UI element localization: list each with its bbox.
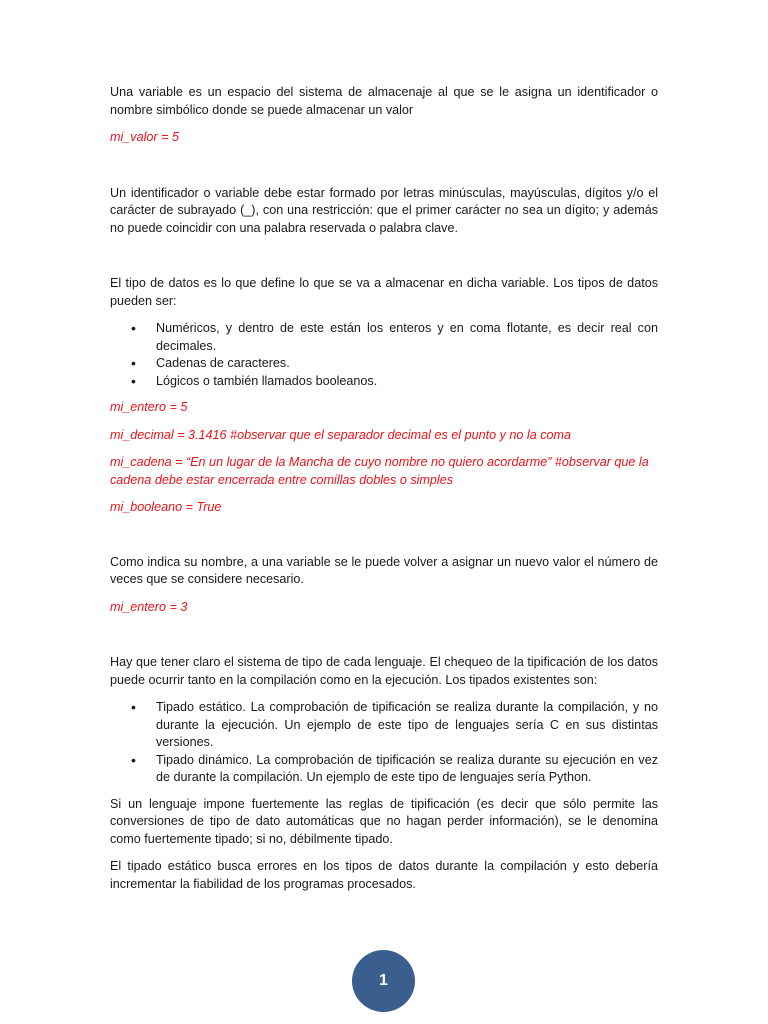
data-types-list [110,320,658,390]
document-page [110,84,658,893]
list-item: • Numéricos, y dentro de este están los enteros y en coma flotante, es decir real con decimales. [110,320,658,355]
code-example-cadena: mi_cadena = “En un lugar de la Mancha de cuyo nombre no quiero acordarme” #observar que la cadena debe estar encerrada entre comillas dobles o simples [110,455,649,487]
intro-paragraph: Una variable es un espacio del sistema de almacenaje al que se le asigna un identificador o nombre simbólico donde se puede almacenar un valor [110,85,658,117]
typing-paragraph: Hay que tener claro el sistema de tipo de cada lenguaje. El chequeo de la tipificación de los datos puede ocurrir tanto en la compilación como en la ejecución. Los tipados existentes son: [110,655,658,687]
identifier-paragraph: Un identificador o variable debe estar formado por letras minúsculas, mayúsculas, dígitos y/o el carácter de subrayado (_), con una restricción: que el primer carácter no sea un dígito; y además no puede coincidir con una palabra reservada o palabra clave. [110,185,658,235]
strong-typing-paragraph: Si un lenguaje impone fuertemente las reglas de tipificación (es decir que sólo permite las conversiones de tipo de dato automáticas que no hagan perder información), se le denomina como fuertemente tipado; si no, débilmente tipado. [110,796,658,846]
code-example-entero: mi_entero = 5 [110,400,188,414]
code-example-decimal: mi_decimal = 3.1416 #observar que el separador decimal es el punto y no la coma [110,427,571,442]
static-typing-paragraph: El tipado estático busca errores en los tipos de datos durante la compilación y esto debería incrementar la fiabilidad de los programas procesados. [110,859,658,891]
code-example-booleano: mi_booleano = True [110,500,222,514]
code-example-entero-reassign: mi_entero = 3 [110,599,188,614]
typing-list [110,699,658,787]
list-item: • Lógicos o también llamados booleanos. [110,373,658,391]
list-item: • Tipado dinámico. La comprobación de tipificación se realiza durante su ejecución en vez de durante la compilación. Un ejemplo de este tipo de lenguajes sería Python. [110,752,658,787]
code-example-valor: mi_valor = 5 [110,130,179,144]
list-item: • Cadenas de caracteres. [110,355,658,373]
reassign-paragraph: Como indica su nombre, a una variable se le puede volver a asignar un nuevo valor el número de veces que se considere necesario. [110,554,658,586]
data-types-paragraph: El tipo de datos es lo que define lo que se va a almacenar en dicha variable. Los tipos de datos pueden ser: [110,276,658,308]
page-number-badge: 1 [352,950,415,1012]
list-item: • Tipado estático. La comprobación de tipificación se realiza durante la compilación, y no durante la ejecución. Un ejemplo de este tipo de lenguajes sería C en sus distintas versiones. [110,699,658,752]
